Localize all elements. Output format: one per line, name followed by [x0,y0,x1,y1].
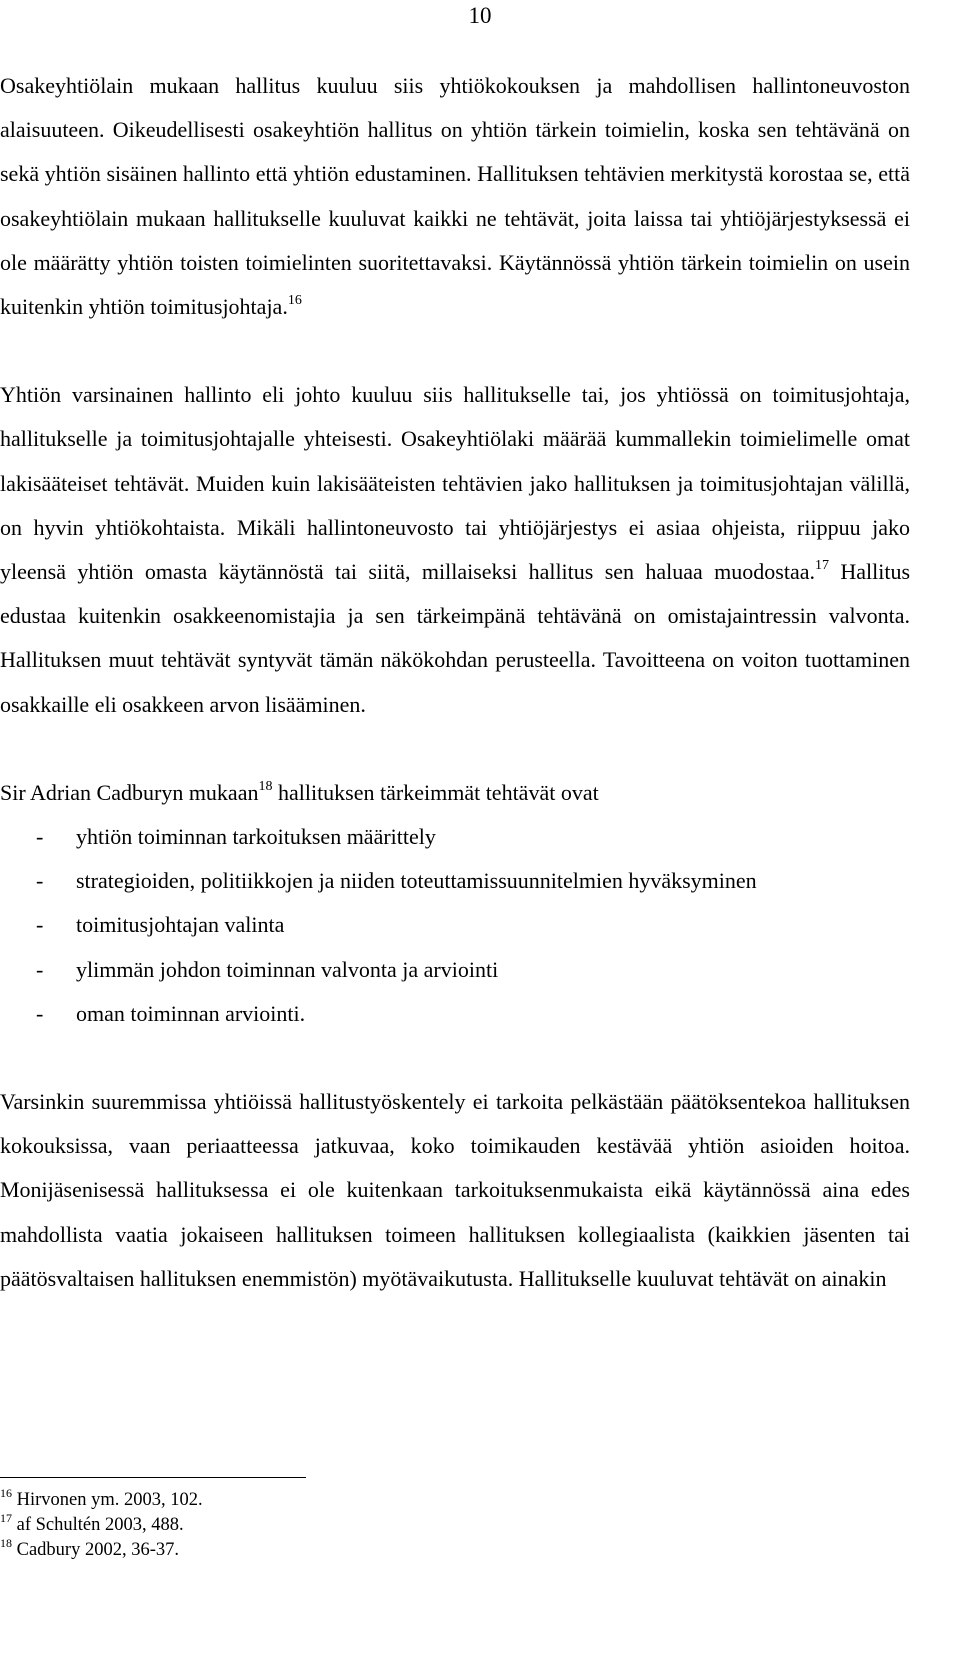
footnote-separator [0,1477,306,1478]
list-item [0,815,910,859]
paragraph-2-text-b: Hallitus edustaa kuitenkin osakkeenomistajia ja sen tärkeimpänä tehtävänä on omistajaintressin valvonta. Hallituksen muut tehtävät syntyvät tämän näkökohdan perusteella. Tavoitteena on voiton tuottaminen osakkaille eli osakkeen arvon lisääminen. [0,559,911,717]
list-dash: - [36,824,44,850]
list-item-text: ylimmän johdon toiminnan valvonta ja arviointi [76,956,499,982]
body-text [0,64,910,1301]
list-item [0,948,910,992]
list-intro [0,771,910,815]
board-tasks-list [0,815,910,1036]
footnote-ref-16[interactable]: 16 [287,293,302,309]
list-intro-text-b: hallituksen tärkeimmät tehtävät ovat [272,779,599,805]
paragraph-4: Varsinkin suuremmissa yhtiöissä hallitustyöskentely ei tarkoita pelkästään päätöksentekoa hallituksen kokouksissa, vaan periaatteessa jatkuvaa, koko toimikauden kestävää yhtiön asioiden hoitoa. Monijäsenisessä hallituksessa ei ole kuitenkaan tarkoituksenmukaista eikä käytännössä aina edes mahdollista vaatia jokaiseen hallituksen toimeen hallituksen kollegiaalista (kaikkien jäsenten tai päätösvaltaisen hallituksen enemmistön) myötävaikutusta. Hallitukselle kuuluvat tehtävät on ainakin [0,1089,910,1291]
list-dash: - [36,912,44,938]
footnote-18 [0,1538,600,1563]
list-item [0,859,910,903]
paragraph-2-text-a: Yhtiön varsinainen hallinto eli johto kuuluu siis hallitukselle tai, jos yhtiössä on toimitusjohtaja, hallitukselle ja toimitusjohtajalle yhteisesti. Osakeyhtiölaki määrää kummallekin toimielimelle omat lakisääteiset tehtävät. Muiden kuin lakisääteisten tehtävien jako hallituksen ja toimitusjohtajan välillä, on hyvin yhtiökohtaista. Mikäli hallintoneuvosto tai yhtiöjärjestys ei asiaa ohjeista, riippuu jako yleensä yhtiön omasta käytännöstä tai siitä, millaiseksi hallitus sen haluaa muodostaa. [0,382,910,585]
footnote-number: 17 [0,1511,12,1525]
list-intro-text-a: Sir Adrian Cadburyn mukaan [0,779,259,805]
list-dash: - [36,956,44,982]
footnotes [0,1488,600,1563]
footnote-text: Hirvonen ym. 2003, 102. [16,1490,203,1510]
footnote-number: 16 [0,1486,12,1500]
footnote-text: Cadbury 2002, 36-37. [16,1540,179,1560]
footnote-number: 18 [0,1536,12,1550]
paragraph-2 [0,373,910,727]
list-item-text: oman toiminnan arviointi. [76,1000,306,1026]
paragraph-1-text: Osakeyhtiölain mukaan hallitus kuuluu siis yhtiökokouksen ja mahdollisen hallintoneuvoston alaisuuteen. Oikeudellisesti osakeyhtiön hallitus on yhtiön tärkein toimielin, koska sen tehtävänä on sekä yhtiön sisäinen hallinto että yhtiön edustaminen. Hallituksen tehtävien merkitystä korostaa se, että osakeyhtiölain mukaan hallitukselle kuuluvat kaikki ne tehtävät, joita laissa tai yhtiöjärjestyksessä ei ole määrätty yhtiön toisten toimielinten suoritettavaksi. Käytännössä yhtiön tärkein toimielin on usein kuitenkin yhtiön toimitusjohtaja. [0,73,910,320]
list-item [0,992,910,1036]
list-item-text: strategioiden, politiikkojen ja niiden toteuttamissuunnitelmien hyväksyminen [76,868,757,894]
footnote-text: af Schultén 2003, 488. [16,1515,184,1535]
page-number: 10 [468,3,492,28]
footnote-ref-17[interactable]: 17 [814,558,829,574]
list-item [0,903,910,947]
list-item-text: yhtiön toiminnan tarkoituksen määrittely [76,824,436,850]
footnote-16 [0,1488,600,1513]
footnote-ref-18[interactable]: 18 [258,778,273,794]
footnote-17 [0,1513,600,1538]
paragraph-1 [0,64,910,329]
list-item-text: toimitusjohtajan valinta [76,912,285,938]
list-dash: - [36,1000,44,1026]
list-dash: - [36,868,44,894]
